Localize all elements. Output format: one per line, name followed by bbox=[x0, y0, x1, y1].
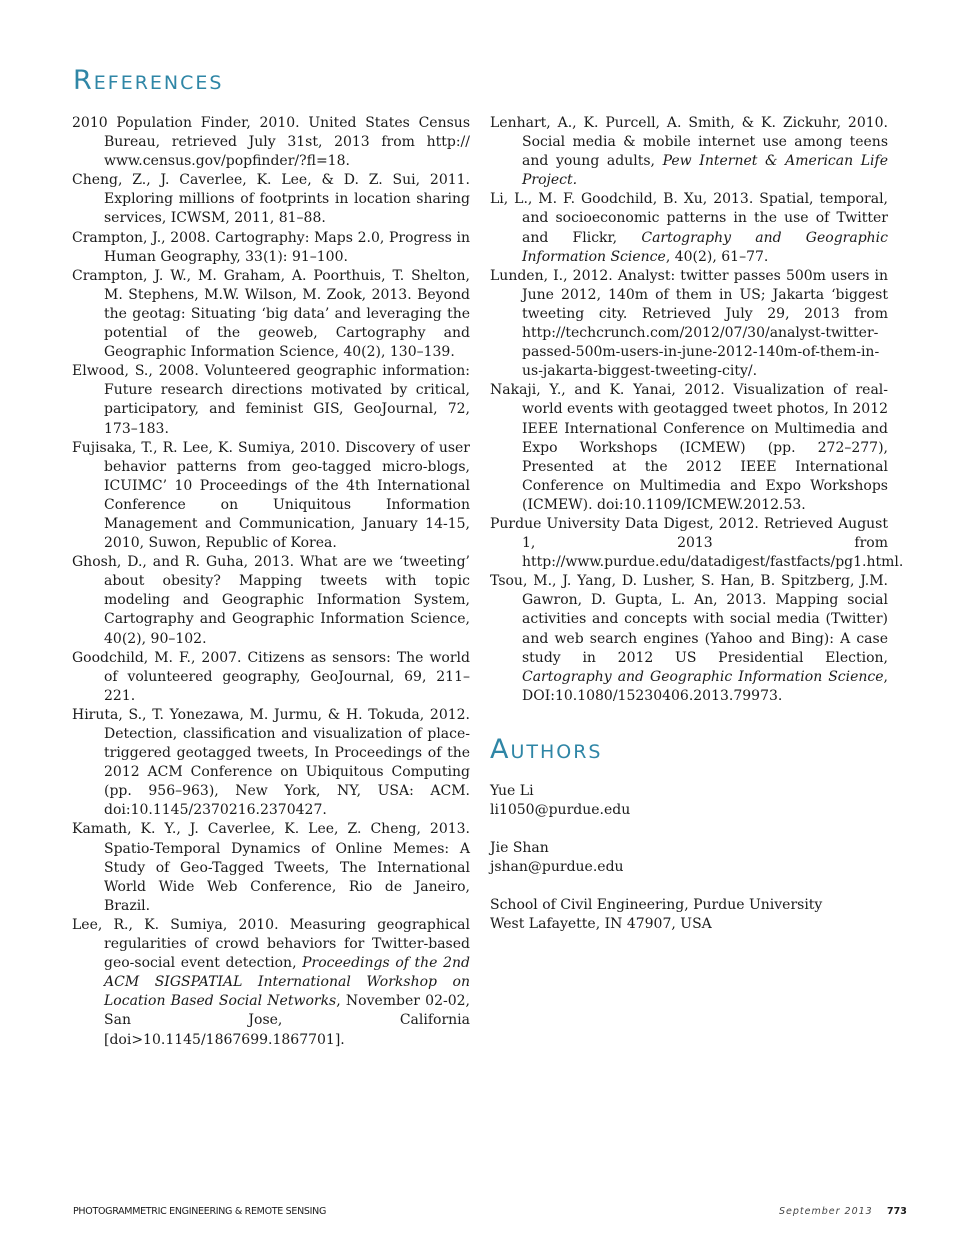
reference-entry bbox=[490, 572, 888, 706]
references-left-column bbox=[72, 114, 470, 1050]
author-email[interactable]: jshan@purdue.edu bbox=[490, 859, 624, 876]
reference-entry bbox=[72, 649, 470, 706]
references-right-column bbox=[490, 114, 904, 706]
reference-text: Goodchild, M. F., 2007. Citizens as sensors: The world of volunteered geography, GeoJournal, 69, 211–221. bbox=[72, 649, 470, 704]
author-email[interactable]: li1050@purdue.edu bbox=[490, 802, 631, 819]
reference-italic: Cartography and Geographic Information Science bbox=[522, 668, 884, 685]
reference-entry bbox=[72, 171, 470, 228]
reference-text: Ghosh, D., and R. Guha, 2013. What are we ‘tweeting’ about obesity? Mapping tweets with topic modeling and Geographic Information System, Cartography and Geographic Information Science, 40(2), 90–102. bbox=[72, 554, 470, 647]
reference-text-tail: , November 02-02, San Jose, California [doi>10.1145/1867699.1867701]. bbox=[104, 993, 470, 1048]
reference-text: Lenhart, A., K. Purcell, A. Smith, & K. Zickuhr, 2010. Social media & mobile internet use among teens and young adults, bbox=[490, 115, 888, 170]
reference-text: Lunden, I., 2012. Analyst: twitter passes 500m users in June 2012, 140m of them in US; Jakarta ‘biggest tweeting city. Retrieved July 29, 2013 from http://techcrunch.com/2012/07/30/analyst-twitter-passed-500m-users-in-june-2012-140m-of-them-in-us-jakarta-biggest-tweeting-city/. bbox=[490, 267, 888, 380]
reference-entry bbox=[72, 267, 470, 362]
footer-issue-date: September 2013 bbox=[779, 1206, 873, 1217]
authors-heading: Authors bbox=[490, 734, 603, 765]
footer-journal-name: PHOTOGRAMMETRIC ENGINEERING & REMOTE SENSING bbox=[73, 1206, 327, 1217]
affiliation-line: School of Civil Engineering, Purdue University bbox=[490, 897, 823, 914]
reference-text: Nakaji, Y., and K. Yanai, 2012. Visualization of real-world events with geotagged tweet photos, In 2012 IEEE International Conference on Multimedia and Expo Workshops (ICMEW) (pp. 272–277), Presented at the 2012 IEEE International Conference on Multimedia and Expo Workshops (ICMEW). doi:10.1109/ICMEW.2012.53. bbox=[490, 382, 889, 513]
reference-entry bbox=[72, 114, 470, 171]
reference-entry bbox=[72, 362, 470, 438]
reference-text: Hiruta, S., T. Yonezawa, M. Jurmu, & H. Tokuda, 2012. Detection, classification and visualization of place-triggered geotagged tweets, In Proceedings of the 2012 ACM Conference on Ubiquitous Computing (pp. 956–963), New York, NY, USA: ACM. doi:10.1145/2370216.2370427. bbox=[72, 706, 470, 819]
reference-text: Tsou, M., J. Yang, D. Lusher, S. Han, B. Spitzberg, J.M. Gawron, D. Gupta, L. An, 2013. Mapping social activities and concepts with social media (Twitter) and web search engines (Yahoo and Bing): A case study in 2012 US Presidential Election, bbox=[490, 573, 888, 666]
reference-text: Fujisaka, T., R. Lee, K. Sumiya, 2010. Discovery of user behavior patterns from geo-tagged micro-blogs, ICUIMC’ 10 Proceedings of the 4th International Conference on Uniquitous Information Management and Communication, January 14-15, 2010, Suwon, Republic of Korea. bbox=[72, 439, 470, 552]
reference-italic: Proceedings of the 2nd ACM SIGSPATIAL International Workshop on Location Based Social Networks bbox=[104, 955, 470, 1010]
reference-text: Crampton, J. W., M. Graham, A. Poorthuis, T. Shelton, M. Stephens, M.W. Wilson, M. Zook, 2013. Beyond the geotag: Situating ‘big data’ and leveraging the potential of the geoweb, Cartography and Geographic Information Science, 40(2), 130–139. bbox=[72, 267, 470, 361]
author-entry bbox=[490, 839, 890, 877]
authors-block bbox=[490, 782, 890, 954]
reference-italic: Pew Internet & American Life Project. bbox=[522, 153, 889, 189]
reference-entry bbox=[72, 706, 470, 821]
reference-entry bbox=[72, 439, 470, 554]
affiliation-line: West Lafayette, IN 47907, USA bbox=[490, 916, 712, 933]
reference-entry bbox=[72, 229, 470, 267]
author-entry bbox=[490, 782, 890, 820]
references-heading: References bbox=[73, 65, 224, 96]
reference-entry bbox=[72, 916, 470, 1050]
reference-text-tail: , DOI:10.1080/15230406.2013.79973. bbox=[522, 668, 888, 704]
reference-entry bbox=[72, 820, 470, 915]
author-name: Yue Li bbox=[490, 783, 534, 799]
reference-italic: Cartography and Geographic Information Science bbox=[522, 229, 888, 265]
footer-page-number: 773 bbox=[887, 1206, 907, 1217]
reference-text: Purdue University Data Digest, 2012. Retrieved August 1, 2013 from http://www.purdue.edu/datadigest/fastfacts/pg1.html. bbox=[490, 515, 904, 571]
reference-entry bbox=[490, 190, 888, 266]
reference-entry bbox=[490, 515, 904, 572]
reference-entry bbox=[490, 381, 888, 515]
reference-text: Elwood, S., 2008. Volunteered geographic information: Future research directions motivated by critical, participatory, and feminist GIS, GeoJournal, 72, 173–183. bbox=[72, 363, 470, 437]
reference-entry bbox=[490, 114, 888, 190]
reference-entry bbox=[490, 267, 888, 382]
reference-text: Kamath, K. Y., J. Caverlee, K. Lee, Z. Cheng, 2013. Spatio-Temporal Dynamics of Online Memes: A Study of Geo-Tagged Tweets, The International World Wide Web Conference, Rio de Janeiro, Brazil. bbox=[72, 821, 470, 914]
affiliation bbox=[490, 896, 890, 934]
reference-text-tail: , 40(2), 61–77. bbox=[665, 248, 769, 265]
reference-text: Li, L., M. F. Goodchild, B. Xu, 2013. Spatial, temporal, and socioeconomic patterns in the use of Twitter and Flickr, bbox=[490, 191, 888, 246]
reference-text: Lee, R., K. Sumiya, 2010. Measuring geographical regularities of crowd behaviors for Twitter-based geo-social event detection, bbox=[72, 916, 470, 972]
reference-text: Cheng, Z., J. Caverlee, K. Lee, & D. Z. Sui, 2011. Exploring millions of footprints in location sharing services, ICWSM, 2011, 81–88. bbox=[72, 172, 470, 227]
author-name: Jie Shan bbox=[490, 840, 549, 857]
reference-text: Crampton, J., 2008. Cartography: Maps 2.0, Progress in Human Geography, 33(1): 91–100. bbox=[72, 229, 470, 265]
reference-text: 2010 Population Finder, 2010. United States Census Bureau, retrieved July 31st, 2013 from http:// www.census.gov/popfinder/?fl=18. bbox=[72, 115, 470, 170]
reference-entry bbox=[72, 553, 470, 648]
